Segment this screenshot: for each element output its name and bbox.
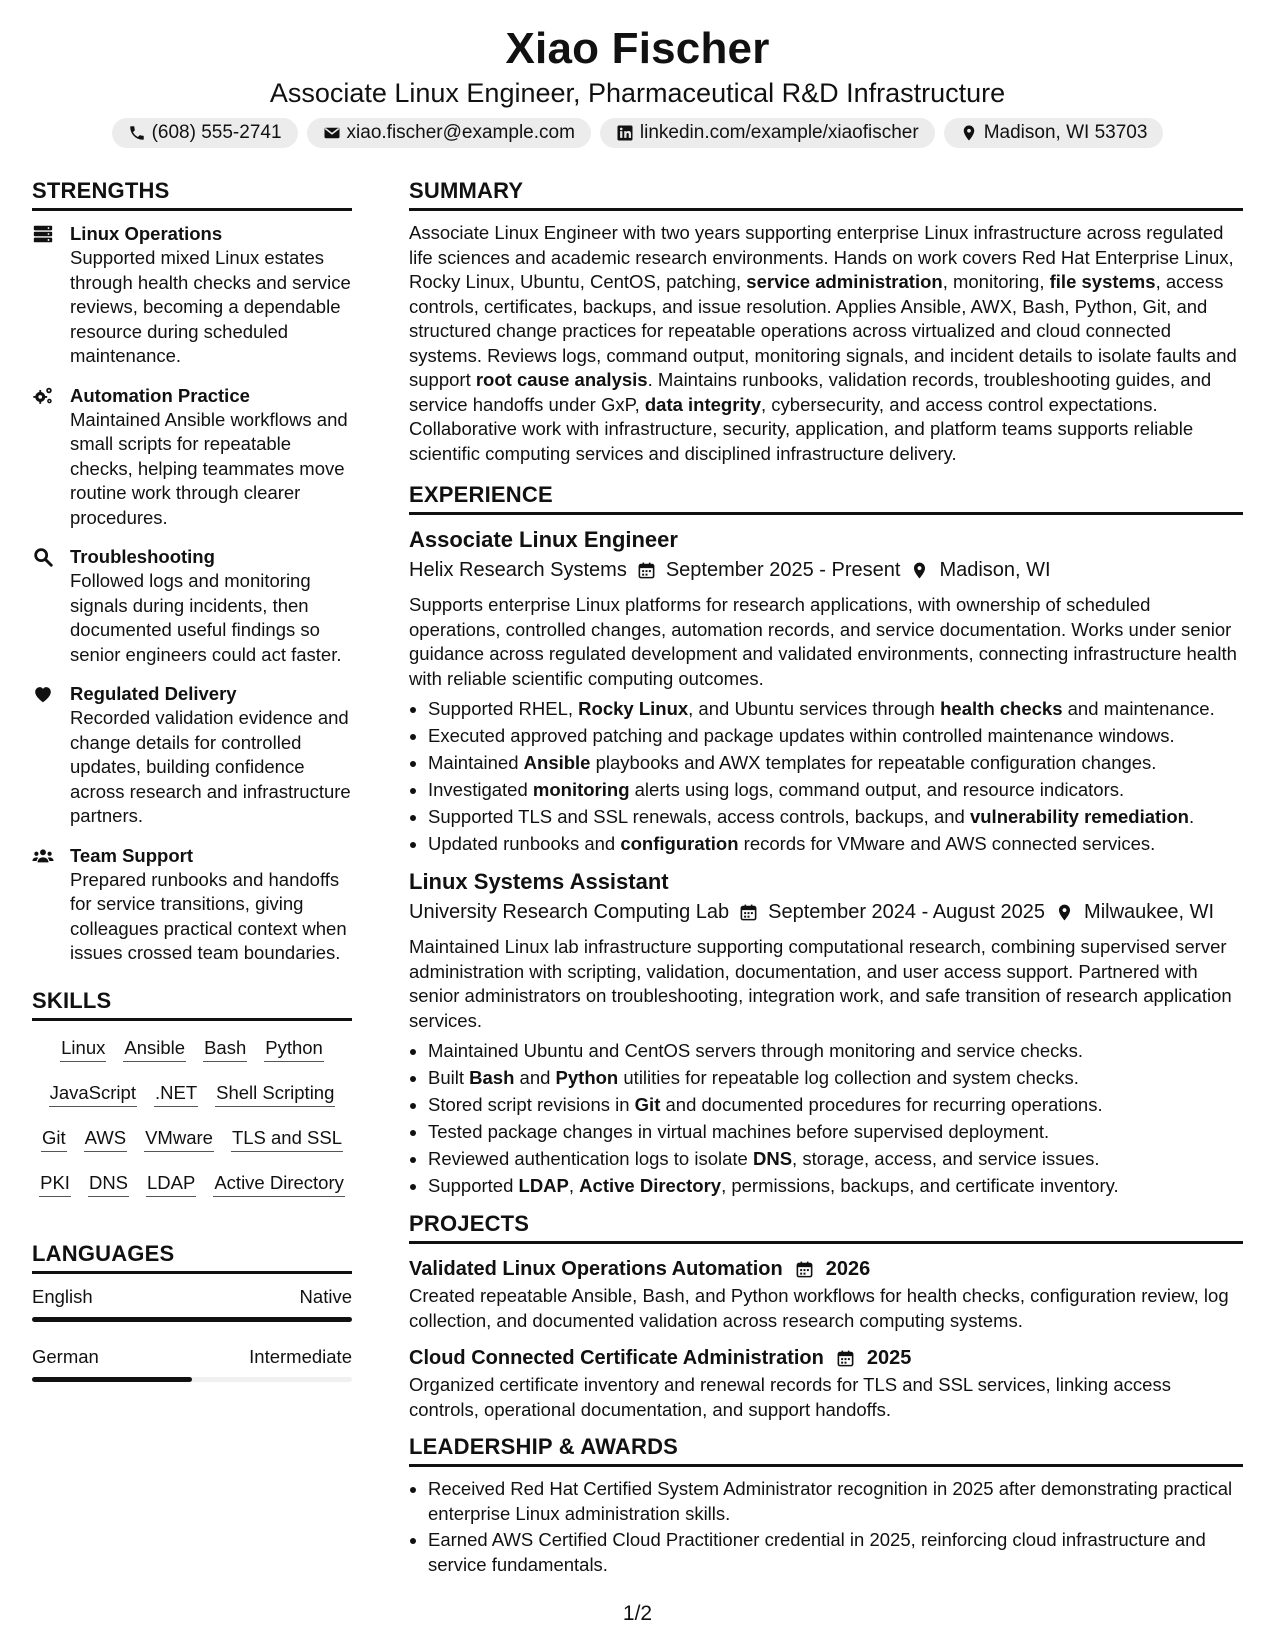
heart-icon <box>32 683 54 705</box>
job-bullet <box>428 695 1243 722</box>
language-item <box>32 1344 352 1382</box>
magnifier-icon <box>32 546 54 568</box>
contact-linkedin-text: linkedin.com/example/xiaofischer <box>639 122 919 143</box>
award-item: • Received Red Hat Certified System Administrator recognition in 2025 after demonstrating practical enterprise Linux administration skills. <box>428 1477 1243 1526</box>
job-bullet <box>428 1091 1243 1118</box>
job-location: Milwaukee, WI <box>1084 901 1215 923</box>
project-title: Validated Linux Operations Automation <box>409 1258 783 1280</box>
project-title-row <box>409 1343 1243 1373</box>
skill-tag: PKI <box>39 1170 71 1197</box>
bullet-text: Executed approved patching and package updates within controlled maintenance windows. <box>428 725 1175 746</box>
skill-tag: Python <box>264 1035 324 1062</box>
strengths-heading: STRENGTHS <box>32 176 352 211</box>
language-proficiency-fill <box>32 1377 192 1382</box>
bullet-text: and documented procedures for recurring operations. <box>660 1094 1103 1115</box>
summary-keyword: file systems <box>1049 271 1156 292</box>
leadership-heading: LEADERSHIP & AWARDS <box>409 1432 1243 1467</box>
job-meta <box>409 555 1243 585</box>
contact-email[interactable] <box>307 118 591 148</box>
bullet-keyword: vulnerability remediation <box>969 806 1189 827</box>
bullet-keyword: configuration <box>620 833 739 854</box>
calendar-icon <box>795 1260 814 1279</box>
skill-tag: Bash <box>203 1035 247 1062</box>
strength-desc: Supported mixed Linux estates through health checks and service reviews, becoming a dependable resource during scheduled maintenance. <box>70 247 351 366</box>
job-bullets <box>409 695 1243 857</box>
calendar-icon <box>637 561 656 580</box>
skill-tag: Ansible <box>123 1035 186 1062</box>
contact-location <box>944 118 1164 148</box>
job-meta <box>409 897 1243 927</box>
contact-phone[interactable] <box>112 118 298 148</box>
project-entry <box>409 1343 1243 1422</box>
bullet-text: , storage, access, and service issues. <box>792 1148 1100 1169</box>
skills-heading: SKILLS <box>32 986 352 1021</box>
resume-header <box>0 22 1275 148</box>
summary-text: , monitoring, <box>942 271 1050 292</box>
language-proficiency-bar <box>32 1377 352 1382</box>
leadership-list <box>409 1477 1243 1577</box>
projects-heading: PROJECTS <box>409 1209 1243 1244</box>
job-dates: September 2025 - Present <box>665 559 901 581</box>
language-name: English <box>32 1285 93 1307</box>
strength-title: Regulated Delivery <box>70 683 237 704</box>
summary-text: , cybersecurity, and access control expectations. Collaborative work with infrastructure, security, application, and platform teams supports reliable scientific computing services and disciplined infrastructure delivery. <box>409 393 1194 464</box>
award-item: • Earned AWS Certified Cloud Practitioner credential in 2025, reinforcing cloud infrastructure and service fundamentals. <box>428 1528 1243 1577</box>
job-bullet <box>428 776 1243 803</box>
bullet-keyword: DNS <box>752 1148 793 1169</box>
summary-keyword: root cause analysis <box>475 369 648 390</box>
contact-phone-text: (608) 555-2741 <box>151 122 282 143</box>
map-pin-icon <box>1055 903 1074 922</box>
bullet-text: alerts using logs, command output, and resource indicators. <box>629 779 1125 800</box>
bullet-text: Stored script revisions in <box>428 1094 635 1115</box>
job-entry <box>409 867 1243 1199</box>
project-description: Organized certificate inventory and renewal records for TLS and SSL services, linking access controls, operational documentation, and support handoffs. <box>409 1374 1171 1420</box>
job-description: Supports enterprise Linux platforms for research applications, with ownership of scheduled operations, controlled changes, automation records, and service documentation. Works under senior guidance across regulated development and validated environments, connecting infrastructure health with reliable scientific computing outcomes. <box>409 594 1237 689</box>
map-pin-icon <box>910 561 929 580</box>
language-proficiency-bar <box>32 1317 352 1322</box>
calendar-icon <box>739 903 758 922</box>
bullet-keyword: LDAP <box>518 1175 569 1196</box>
strength-title: Linux Operations <box>70 223 223 244</box>
experience-list <box>409 525 1243 1199</box>
phone-icon <box>128 124 146 142</box>
bullet-keyword: Bash <box>469 1067 515 1088</box>
language-proficiency-fill <box>32 1317 352 1322</box>
skill-tag: Git <box>41 1125 67 1152</box>
bullet-text: playbooks and AWX templates for repeatable configuration changes. <box>590 752 1157 773</box>
strength-item <box>32 681 352 829</box>
bullet-keyword: Rocky Linux <box>578 698 689 719</box>
job-bullet <box>428 803 1243 830</box>
contact-linkedin[interactable] <box>600 118 935 148</box>
strength-title: Team Support <box>70 844 193 866</box>
right-column <box>409 176 1243 1579</box>
job-bullet <box>428 1172 1243 1199</box>
skill-tag: LDAP <box>146 1170 196 1197</box>
users-icon <box>32 845 54 867</box>
projects-list <box>409 1254 1243 1422</box>
bullet-text: records for VMware and AWS connected services. <box>738 833 1156 854</box>
bullet-keyword: monitoring <box>532 779 630 800</box>
project-year: 2026 <box>825 1258 871 1280</box>
project-year: 2025 <box>866 1347 912 1369</box>
experience-heading: EXPERIENCE <box>409 480 1243 515</box>
contact-email-text: xiao.fischer@example.com <box>346 122 575 143</box>
job-bullets <box>409 1037 1243 1199</box>
strength-desc: Prepared runbooks and handoffs for service transitions, giving colleagues practical context when issues crossed team boundaries. <box>70 868 347 963</box>
bullet-text: Maintained <box>428 752 524 773</box>
skill-tag: Shell Scripting <box>215 1080 335 1107</box>
project-title-row <box>409 1254 1243 1284</box>
bullet-keyword: Git <box>634 1094 661 1115</box>
language-level: Intermediate <box>249 1345 352 1367</box>
job-company: University Research Computing Lab <box>409 901 730 923</box>
job-bullet <box>428 749 1243 776</box>
language-level: Native <box>299 1285 352 1307</box>
bullet-keyword: health checks <box>940 698 1063 719</box>
bullet-text: , <box>568 1175 580 1196</box>
skill-tag: Linux <box>60 1035 106 1062</box>
bullet-text: Built <box>428 1067 470 1088</box>
candidate-name: Xiao Fischer <box>505 24 770 73</box>
job-title: Associate Linux Engineer <box>409 527 678 552</box>
page-number: 1/2 <box>622 1602 653 1625</box>
strength-item <box>32 221 352 369</box>
project-title: Cloud Connected Certificate Administration <box>409 1347 824 1369</box>
job-location: Madison, WI <box>939 559 1051 581</box>
job-bullet <box>428 1037 1243 1064</box>
bullet-text: Supported RHEL, <box>428 698 579 719</box>
linkedin-icon <box>616 124 634 142</box>
job-bullet <box>428 722 1243 749</box>
summary-text: Associate Linux Engineer with two years supporting enterprise Linux infrastructure across regulated life sciences and academic research environments. Hands on work covers Red Hat Enterprise Linux, Rocky Linux, Ubuntu, CentOS, patching, <box>409 222 1234 292</box>
bullet-text: . <box>1188 806 1195 827</box>
skill-tag: Active Directory <box>213 1170 345 1197</box>
strength-item <box>32 544 352 667</box>
summary-text <box>409 221 1243 466</box>
candidate-headline: Associate Linux Engineer, Pharmaceutical R&D Infrastructure <box>269 78 1006 108</box>
summary-text: , access controls, certificates, backups, and issue resolution. Applies Ansible, AWX, Bash, Python, Git, and structured change practices for repeatable operations across virtualized and cloud connected systems. Reviews logs, command output, monitoring signals, and incident details to isolate faults and support <box>409 271 1237 390</box>
bullet-text: Tested package changes in virtual machines before supervised deployment. <box>428 1121 1050 1142</box>
bullet-text: Supported <box>428 1175 519 1196</box>
calendar-icon <box>836 1349 855 1368</box>
language-item <box>32 1284 352 1322</box>
job-dates: September 2024 - August 2025 <box>768 901 1046 923</box>
bullet-text: , and Ubuntu services through <box>688 698 941 719</box>
strength-item <box>32 843 352 966</box>
strength-desc: Recorded validation evidence and change details for controlled updates, building confidence across research and infrastructure partners. <box>70 707 351 826</box>
job-bullet <box>428 1064 1243 1091</box>
skill-tag: JavaScript <box>49 1080 137 1107</box>
contact-bar <box>0 118 1275 148</box>
strength-desc: Maintained Ansible workflows and small scripts for repeatable checks, helping teammates move routine work through clearer procedures. <box>70 408 348 528</box>
job-entry <box>409 525 1243 857</box>
job-company: Helix Research Systems <box>409 559 627 581</box>
skill-tag: VMware <box>144 1125 214 1152</box>
strength-title: Troubleshooting <box>70 546 215 567</box>
job-bullet <box>428 1118 1243 1145</box>
bullet-text: Investigated <box>428 779 533 800</box>
bullet-text: utilities for repeatable log collection and system checks. <box>618 1067 1079 1088</box>
skill-tag: AWS <box>84 1125 127 1152</box>
bullet-text: , permissions, backups, and certificate inventory. <box>721 1175 1119 1196</box>
bullet-text: and maintenance. <box>1062 698 1215 719</box>
bullet-text: Maintained Ubuntu and CentOS servers through monitoring and service checks. <box>428 1040 1084 1061</box>
languages-heading: LANGUAGES <box>32 1239 352 1274</box>
contact-location-text: Madison, WI 53703 <box>983 122 1148 143</box>
summary-keyword: service administration <box>746 271 943 292</box>
bullet-keyword: Python <box>555 1067 619 1088</box>
bullet-keyword: Active Directory <box>579 1175 722 1196</box>
language-name: German <box>32 1345 99 1367</box>
summary-heading: SUMMARY <box>409 176 1243 211</box>
skill-tag: DNS <box>88 1170 129 1197</box>
project-description: Created repeatable Ansible, Bash, and Python workflows for health checks, configuration review, log collection, and documented validation across research computing systems. <box>409 1285 1229 1331</box>
strength-desc: Followed logs and monitoring signals during incidents, then documented useful findings so senior engineers could act faster. <box>70 570 342 665</box>
job-bullet <box>428 1145 1243 1172</box>
strength-title: Automation Practice <box>70 384 250 406</box>
job-description: Maintained Linux lab infrastructure supporting computational research, combining supervised server administration with scripting, validation, documentation, and user access support. Partnered with senior administrators on troubleshooting, integration work, and safe transition of research application services. <box>409 936 1232 1031</box>
skill-tag: TLS and SSL <box>231 1125 343 1152</box>
map-pin-icon <box>960 124 978 142</box>
summary-keyword: data integrity <box>644 393 762 415</box>
project-entry <box>409 1254 1243 1333</box>
bullet-text: and <box>514 1067 556 1088</box>
bullet-text: Reviewed authentication logs to isolate <box>428 1148 753 1169</box>
strength-item <box>32 383 352 531</box>
skill-tag: .NET <box>154 1080 198 1107</box>
job-bullet <box>428 830 1243 857</box>
server-icon <box>32 223 54 245</box>
job-title: Linux Systems Assistant <box>409 869 669 894</box>
gears-icon <box>32 385 54 407</box>
bullet-text: Supported TLS and SSL renewals, access controls, backups, and <box>428 806 970 827</box>
skills-list <box>32 1031 352 1215</box>
bullet-keyword: Ansible <box>523 752 591 773</box>
envelope-icon <box>323 124 341 142</box>
summary-text: . Maintains runbooks, validation records, troubleshooting guides, and service handoffs under GxP, <box>409 369 1212 415</box>
left-column <box>32 176 352 1404</box>
bullet-text: Updated runbooks and <box>428 833 621 854</box>
